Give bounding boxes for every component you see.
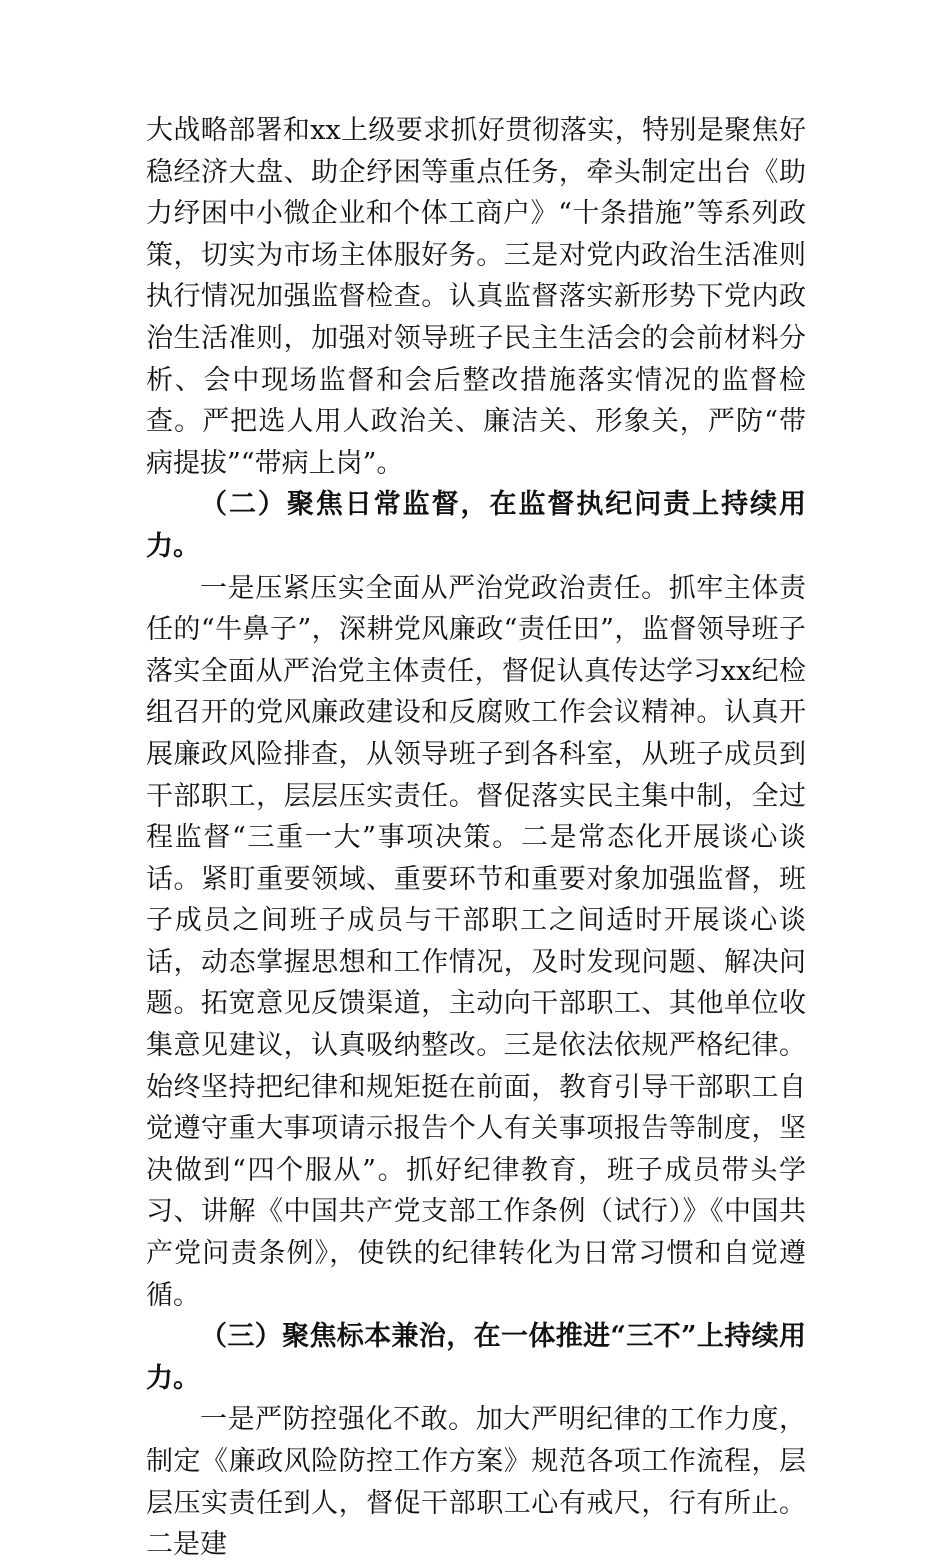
paragraph-prevention-control: 一是严防控强化不敢。加大严明纪律的工作力度，制定《廉政风险防控工作方案》规范各项工作流程，层层压实责任到人，督促干部职工心有戒尺，行有所止。二是建: [146, 1404, 806, 1561]
paragraph-daily-supervision: 一是压紧压实全面从严治党政治责任。抓牢主体责任的“牛鼻子”，深耕党风廉政“责任田”，监督领导班子落实全面从严治党主体责任，督促认真传达学习xx纪检组召开的党风廉政建设和反腐败工作会议精神。认真开展廉政风险排查，从领导班子到各科室，从班子成员到干部职工，层层压实责任。督促落实民主集中制，全过程监督“三重一大”事项决策。二是常态化开展谈心谈话。紧盯重要领域、重要环节和重要对象加强监督，班子成员之间班子成员与干部职工之间适时开展谈心谈话，动态掌握思想和工作情况，及时发现问题、解决问题。拓宽意见反馈渠道，主动向干部职工、其他单位收集意见建议，认真吸纳整改。三是依法依规严格纪律。始终坚持把纪律和规矩挺在前面，教育引导干部职工自觉遵守重大事项请示报告个人有关事项报告等制度，坚决做到“四个服从”。抓好纪律教育，班子成员带头学习、讲解《中国共产党支部工作条例（试行）》《中国共产党问责条例》，使铁的纪律转化为日常习惯和自觉遵循。: [146, 572, 806, 1311]
section-heading-3: （三）聚焦标本兼治，在一体推进“三不”上持续用力。: [146, 1321, 806, 1394]
document-body: [146, 110, 806, 1566]
paragraph-continued: 大战略部署和xx上级要求抓好贯彻落实，特别是聚焦好稳经济大盘、助企纾困等重点任务，牵头制定出台《助力纾困中小微企业和个体工商户》“十条措施”等系列政策，切实为市场主体服好务。三是对党内政治生活准则执行情况加强监督检查。认真监督落实新形势下党内政治生活准则，加强对领导班子民主生活会的会前材料分析、会中现场监督和会后整改措施落实情况的监督检查。严把选人用人政治关、廉洁关、形象关，严防“带病提拔”“带病上岗”。: [146, 115, 806, 479]
section-heading-2: （二）聚焦日常监督，在监督执纪问责上持续用力。: [146, 489, 806, 562]
